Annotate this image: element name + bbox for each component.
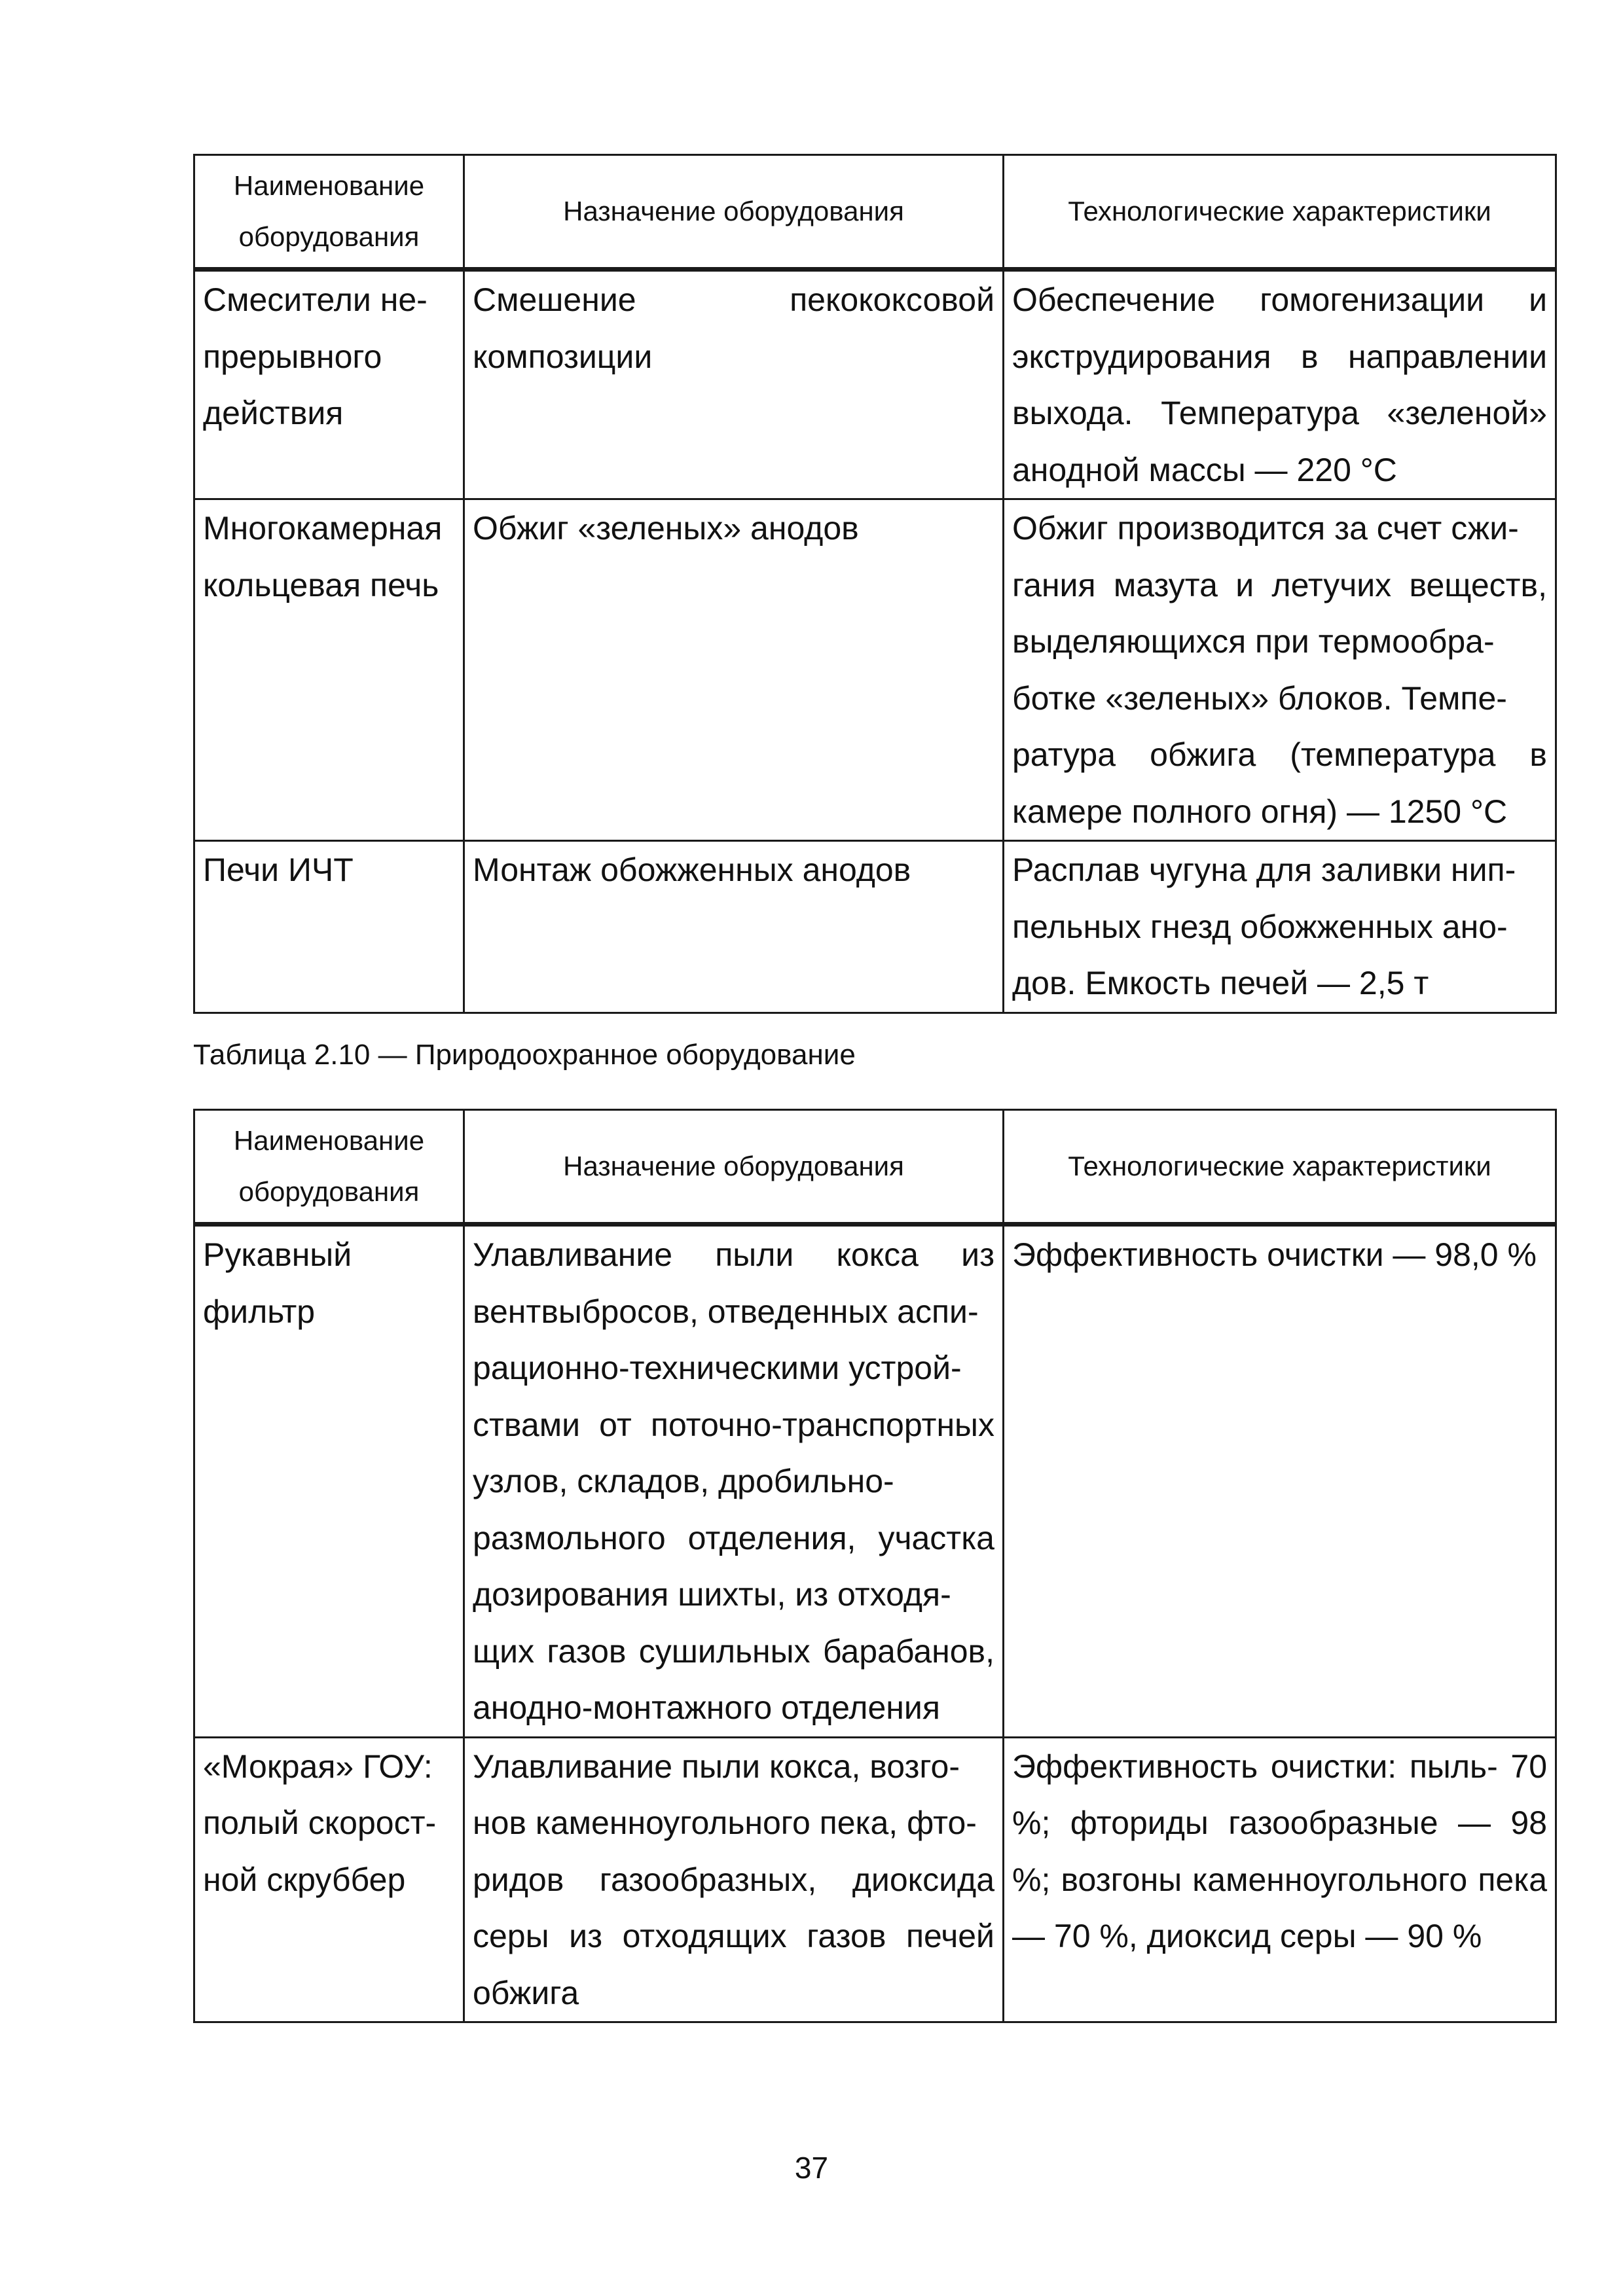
cell-equipment-purpose xyxy=(464,1737,1004,2022)
table-caption: Таблица 2.10 — Природоохранное оборудование xyxy=(193,1039,856,1071)
header-equipment-name: Наименование оборудования xyxy=(194,1110,464,1225)
cell-equipment-purpose: Обжиг «зеленых» анодов xyxy=(464,499,1004,841)
table-row xyxy=(194,1225,1556,1738)
header-equipment-name: Наименование оборудования xyxy=(194,155,464,270)
table-header-row xyxy=(194,1110,1556,1225)
cell-technical-characteristics: Эффективность очистки — 98,0 % xyxy=(1004,1225,1556,1738)
cell-technical-characteristics: Обеспечение гомогенизации и экструдирования в направлении выхода. Температура «зеленой» анодной массы — 220 °С xyxy=(1004,270,1556,499)
characteristics-text: Обжиг производится за счет сжи- гания мазута и летучих веществ, выделяющихся при термообра- ботке «зеленых» блоков. Темпе- ратура обжига (температура в камере полного огня) — 1250 °С xyxy=(1012,510,1547,830)
table-row xyxy=(194,841,1556,1013)
cell-equipment-purpose: Смешение пекококсовой композиции xyxy=(464,270,1004,499)
equipment-name-text: «Мокрая» ГОУ: полый скорост- ной скруббер xyxy=(203,1748,437,1898)
table-row xyxy=(194,1737,1556,2022)
purpose-text: Улавливание пыли кокса из вентвыбросов, отведенных аспи- рационно-техническими устрой- ствами от поточно-транспортных узлов, складов, дробильно- размольного отделения, участка дозирования шихты, из отходя- щих газов сушильных барабанов, анодно-монтажного отделения xyxy=(473,1236,994,1726)
cell-equipment-name: Печи ИЧТ xyxy=(194,841,464,1013)
cell-equipment-purpose: Монтаж обожженных анодов xyxy=(464,841,1004,1013)
cell-technical-characteristics xyxy=(1004,841,1556,1013)
page-number: 37 xyxy=(794,2151,829,2185)
cell-equipment-name xyxy=(194,1737,464,2022)
header-technical-characteristics: Технологические характеристики xyxy=(1004,1110,1556,1225)
cell-technical-characteristics xyxy=(1004,499,1556,841)
characteristics-text: Расплав чугуна для заливки нип- пельных гнезд обожженных ано- дов. Емкость печей — 2,5 т xyxy=(1012,852,1516,1001)
purpose-text: Улавливание пыли кокса, возго- нов каменноугольного пека, фто- ридов газообразных, диоксида серы из отходящих газов печей обжига xyxy=(473,1748,994,2011)
equipment-table xyxy=(193,154,1557,1014)
equipment-name-text: Смесители не- прерывного действия xyxy=(203,281,428,431)
cell-equipment-purpose xyxy=(464,1225,1004,1738)
table-row xyxy=(194,499,1556,841)
equipment-name-text: Рукавный фильтр xyxy=(203,1236,352,1330)
header-technical-characteristics: Технологические характеристики xyxy=(1004,155,1556,270)
table-row xyxy=(194,270,1556,499)
cell-technical-characteristics: Эффективность очистки: пыль- 70 %; фториды газообразные — 98 %; возгоны каменноугольного пека — 70 %, диоксид серы — 90 % xyxy=(1004,1737,1556,2022)
environmental-equipment-table xyxy=(193,1109,1557,2023)
table-header-row xyxy=(194,155,1556,270)
cell-equipment-name xyxy=(194,1225,464,1738)
cell-equipment-name: Многокамерная кольцевая печь xyxy=(194,499,464,841)
header-equipment-purpose: Назначение оборудования xyxy=(464,155,1004,270)
cell-equipment-name xyxy=(194,270,464,499)
header-equipment-purpose: Назначение оборудования xyxy=(464,1110,1004,1225)
